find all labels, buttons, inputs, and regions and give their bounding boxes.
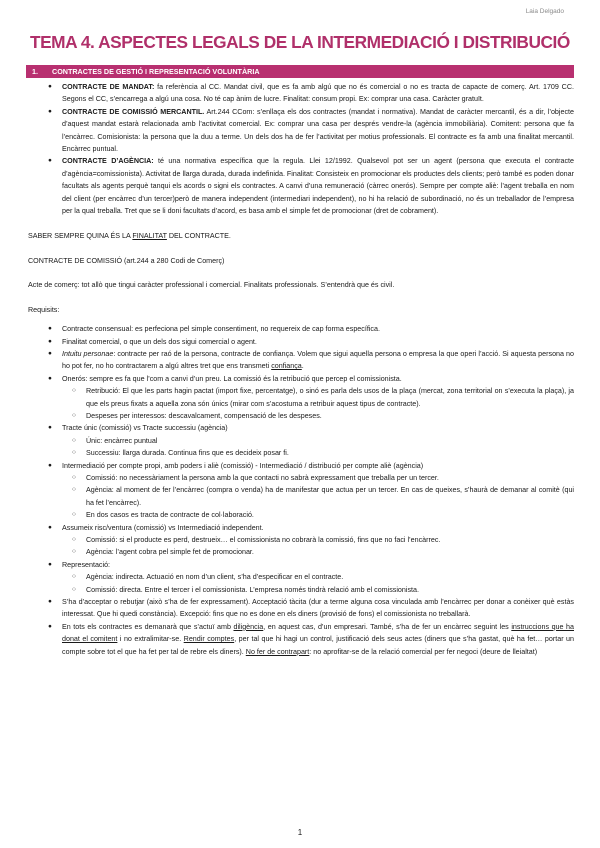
term-label: CONTRACTE D’AGÈNCIA:: [62, 157, 154, 166]
requisits-list: [28, 323, 574, 658]
sub-item: ○ En dos casos es tracta de contracte de col·laboració.: [62, 509, 574, 521]
sub-list: [62, 435, 574, 460]
requisit-item: ● En tots els contractes es demanarà que s’actuï amb diligència, en aquest cas, d’un empresari. També, s’ha de fer un encàrrec seguint les instruccions que ha donat el comitent i no extralimitar-se. Rendir comptes, per tal que hi hagi un control, justificació dels seus actes (diners que s’ha gastat, què ha fet… portar un compte sobre tot el que ha fet per tal de rebre els diners). No fer de contrapart: no aprofitar-se de la relació comercial per fer negoci (deure de lleialtat): [28, 621, 574, 658]
sub-list: [62, 571, 574, 596]
sub-item: ○ Comissió: si el producte es perd, destrueix… el comissionista no cobrarà la comissió, fins que no faci l’encàrrec.: [62, 534, 574, 546]
underlined-word: FINALITAT: [132, 232, 167, 241]
sub-item: ○ Únic: encàrrec puntual: [62, 435, 574, 447]
document-body: [28, 81, 574, 658]
sub-item: ○ Retribució: El que les parts hagin pactat (import fixe, percentatge), o sinó es parla dels usos de la plaça (mercat, zona territorial on s’executa la plaça), ja que els preus fixats a aquella zona són únics (mirar com s’acostuma a retribuir aquest tipus de contracte).: [62, 385, 574, 410]
sub-item: ○ Comissió: no necessàriament la persona amb la que contacti no sabrà expressament que treballa per un tercer.: [62, 472, 574, 484]
requisit-item: ● Representació: ○ Agència: indirecta. Actuació en nom d’un client, s’ha d’especificar en el contracte. ○ Comissió: directa. Entre el tercer i el comissionista. L’empresa només tindrà relació amb el comissionista.: [28, 559, 574, 596]
sub-item: ○ Comissió: directa. Entre el tercer i el comissionista. L’empresa només tindrà relació amb el comissionista.: [62, 584, 574, 596]
term-label: CONTRACTE DE MANDAT:: [62, 83, 155, 91]
requisit-item: ● Onerós: sempre es fa que l’com a canvi d’un preu. La comissió és la retribució que percep el comissionista. ○ Retribució: El que les parts hagin pactat (import fixe, percentatge), o sinó es parla dels usos de la plaça (mercat, zona territorial on s’executa la plaça), ja que els preus fixats a aquella zona són únics (mirar com s’acostuma a retribuir aquest tipus de contracte). ○ Despeses per interessos: descavalcament, compensació de les despeses.: [28, 373, 574, 423]
author-name: Laia Delgado: [525, 8, 564, 15]
contract-type-agencia: [28, 155, 574, 217]
contract-type-comissio: [28, 106, 574, 156]
sub-item: ○ Agència: indirecta. Actuació en nom d’un client, s’ha d’especificar en el contracte.: [62, 571, 574, 583]
comissio-heading: CONTRACTE DE COMISSIÓ (art.244 a 280 Codi de Comerç): [28, 256, 225, 265]
term-text: té una normativa específica que la regula. Llei 12/1992. Qualsevol pot ser un agent (persona que executa el contracte d’agència=comissionista). Activitat de llarga durada, durada indefinida. Finalitat: Consisteix en promocionar els productes dels clients; però també es poden donar facultats als agents perquè tanqui els acords o signi els contractes. A canvi d’una remuneració (càrrec onerós). Sempre per compte aliè: l’agent treballa en nom del client (per encàrrec d’un tercer)però de manera independent (intermediari independent), no hi ha relació de subordinació, no és un treballador de l’empresa per la qual treballa. Tret que se li doni facultats d’acord, es basa amb el simple fet de promocionar (dret de cobrament).: [62, 157, 574, 216]
section-number: 1.: [32, 67, 38, 76]
page-title: TEMA 4. ASPECTES LEGALS DE LA INTERMEDIACIÓ I DISTRIBUCIÓ: [30, 32, 570, 52]
requisit-item: ● S’ha d’acceptar o rebutjar (això s’ha de fer expressament). Acceptació tàcita (dur a terme alguna cosa vinculada amb l’encàrrec per donar a conèixer què estàs interessat. Que hi quedi constància). Excepció: fins que no es done en els diners (provisió de fons) el comissionista no treballarà.: [28, 596, 574, 621]
sub-item: ○ Despeses per interessos: descavalcament, compensació de les despeses.: [62, 410, 574, 422]
requisit-item: ● Finalitat comercial, o que un dels dos sigui comercial o agent.: [28, 336, 574, 348]
requisit-item: ● Assumeix risc/ventura (comissió) vs Intermediació independent. ○ Comissió: si el producte es perd, destrueix… el comissionista no cobrarà la comissió, fins que no faci l’encàrrec. ○ Agència: l’agent cobra pel simple fet de promocionar.: [28, 522, 574, 559]
requisit-item: ● Tracte únic (comissió) vs Tracte successiu (agència) ○ Únic: encàrrec puntual ○ Successiu: llarga durada. Continua fins que es decideix posar fi.: [28, 422, 574, 459]
term-text: fa referència al CC. Mandat civil, que es fa amb algú que no és comercial o no es tracta de capacte de comerç. Art. 1709 CC. Segons el CC, s’encarrega a algú una cosa. No té cap ànim de lucre. Finalitat: consum propi. Ex: comprar una casa. Caràcter gratuït.: [62, 83, 574, 104]
contract-types-list: [28, 81, 574, 217]
requisit-item: ● Contracte consensual: es perfeciona pel simple consentiment, no requereix de cap forma específica.: [28, 323, 574, 335]
sub-item: ○ Agència: al moment de fer l’encàrrec (compra o venda) ha de manifestar que actua per un tercer. En cas de queixes, s’haurà de demanar al comitè (qui ha fet l’encàrrec).: [62, 484, 574, 509]
sub-list: [62, 534, 574, 559]
sub-list: [62, 385, 574, 422]
acte-de-comerc: Acte de comerç: tot allò que tingui caràcter professional i comercial. Finalitats professionals. S’entendrà que és civil.: [28, 281, 395, 290]
sub-item: ○ Agència: l’agent cobra pel simple fet de promocionar.: [62, 546, 574, 558]
page-number: 1: [297, 828, 303, 837]
term-text: Art.244 CCom: s’enllaça els dos contractes (mandat i normativa). Mandat de caràcter mercantil, és a dir, l’objecte d’aquest mandat estarà relacionada amb l’activitat comercial. Ex: comprar una casa per després vendre-la (agència immobiliària). Comitent: persona que fa l’encàrrec. Comisionista: la persona que la duu a terme. Un dels dos ha de fer l’activitat per motius professionals. El contracte es fa amb una finalitat mercantil. Encàrrec puntual.: [62, 107, 574, 154]
term-label: CONTRACTE DE COMISSIÓ MERCANTIL.: [62, 107, 205, 116]
sub-list: [62, 472, 574, 522]
section-heading-bar: [26, 65, 574, 78]
contract-type-mandat: [28, 81, 574, 106]
section-title: CONTRACTES DE GESTIÓ I REPRESENTACIÓ VOLUNTÀRIA: [52, 67, 260, 76]
requisit-item: ● Intuitu personae: contracte per raó de la persona, contracte de confiança. Volem que sigui aquella persona o empresa la que operi l’acció. Si aquesta persona no ho pot fer, no ho contractarem a algú altres tret que ens transmeti confiança.: [28, 348, 574, 373]
requisit-item: ● Intermediació per compte propi, amb poders i aliè (comissió) - Intermediació / distribució per compte aliè (agència) ○ Comissió: no necessàriament la persona amb la que contacti no sabrà expressament que treballa per un tercer. ○ Agència: al moment de fer l’encàrrec (compra o venda) ha de manifestar que actua per un tercer. En cas de queixes, s’haurà de demanar al comitè (qui ha fet l’encàrrec). ○ En dos casos es tracta de contracte de col·laboració.: [28, 460, 574, 522]
finality-note: SABER SEMPRE QUINA ÉS LA FINALITAT DEL CONTRACTE.: [28, 232, 231, 241]
sub-item: ○ Successiu: llarga durada. Continua fins que es decideix posar fi.: [62, 447, 574, 459]
requisits-heading: Requisits:: [28, 305, 60, 314]
